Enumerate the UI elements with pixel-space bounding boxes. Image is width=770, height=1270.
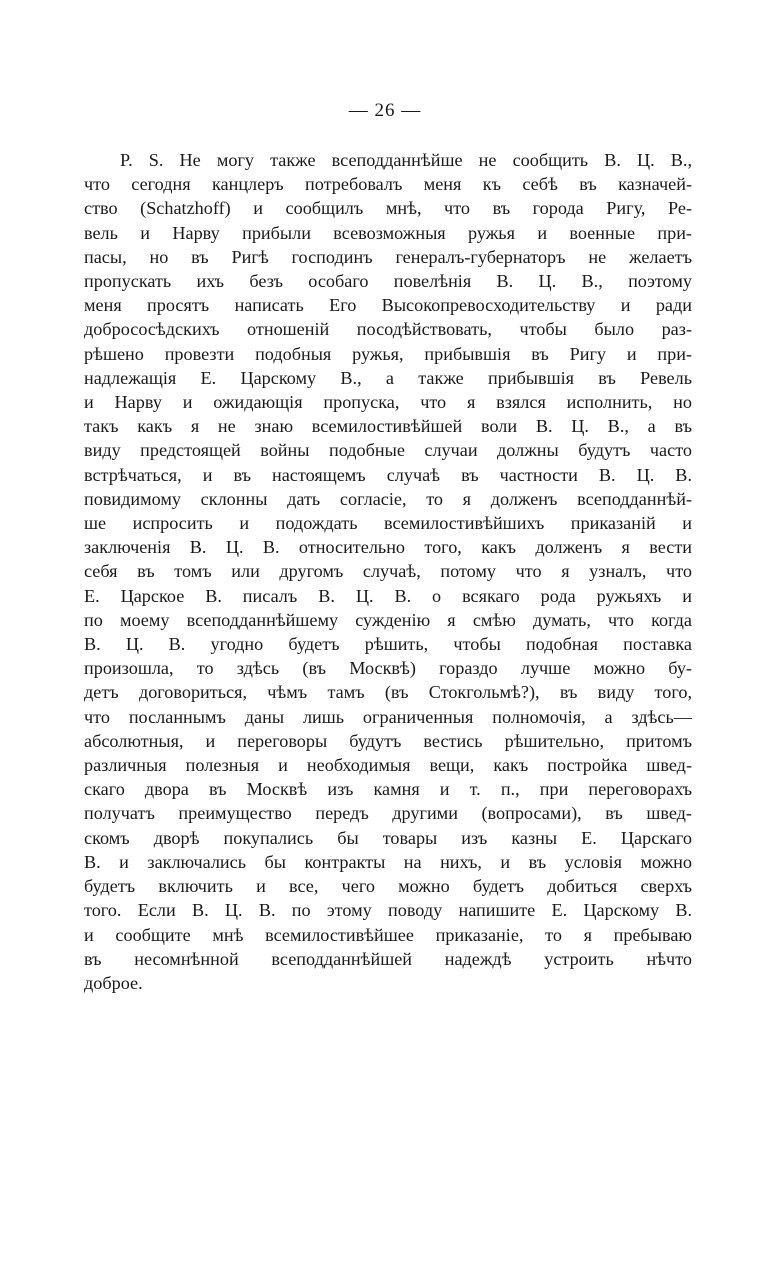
text-line: и сообщите мнѣ всемилостивѣйшее приказаніе, то я пребываю xyxy=(84,924,692,945)
text-line: что посланнымъ даны лишь ограниченныя полномочія, а здѣсь— xyxy=(84,706,692,727)
text-line: надлежащія Е. Царскому В., а также прибывшія въ Ревель xyxy=(84,367,692,388)
text-line: В. Ц. В. угодно будетъ рѣшить, чтобы подобная поставка xyxy=(84,634,692,655)
letter-paragraph xyxy=(84,148,692,995)
text-line: абсолютныя, и переговоры будутъ вестись рѣшительно, притомъ xyxy=(84,730,692,751)
text-line: В. и заключались бы контракты на нихъ, и въ условія можно xyxy=(84,851,692,872)
text-line: виду предстоящей войны подобные случаи должны будутъ часто xyxy=(84,440,692,461)
text-line: добрососѣдскихъ отношеній посодѣйствовать, чтобы было раз- xyxy=(84,319,692,340)
text-line: заключенія В. Ц. В. относительно того, какъ долженъ я вести xyxy=(84,537,692,558)
text-line: что сегодня канцлеръ потребовалъ меня къ себѣ въ казначей- xyxy=(84,174,692,195)
text-line: по моему всеподданнѣйшему сужденію я смѣю думать, что когда xyxy=(84,609,692,630)
text-line: меня просятъ написать Его Высокопревосходительству и ради xyxy=(84,295,692,316)
text-line: скаго двора въ Москвѣ изъ камня и т. п., при переговорахъ xyxy=(84,779,692,800)
text-line: рѣшено провезти подобныя ружья, прибывшія въ Ригу и при- xyxy=(84,343,692,364)
text-line: будетъ включить и все, чего можно будетъ добиться сверхъ xyxy=(84,876,692,897)
text-line: такъ какъ я не знаю всемилостивѣйшей воли В. Ц. В., а въ xyxy=(84,416,692,437)
page-number: — 26 — xyxy=(348,100,422,121)
text-line: въ несомнѣнной всеподданнѣйшей надеждѣ устроить нѣчто xyxy=(84,948,692,969)
text-line: P. S. Не могу также всеподданнѣйше не сообщить В. Ц. В., xyxy=(120,150,692,170)
text-line: скомъ дворѣ покупались бы товары изъ казны Е. Царскаго xyxy=(84,827,692,848)
text-line: различныя полезныя и необходимыя вещи, какъ постройка швед- xyxy=(84,755,692,776)
text-line: себя въ томъ или другомъ случаѣ, потому что я узналъ, что xyxy=(84,561,692,582)
text-line: доброе. xyxy=(84,972,143,993)
text-line: встрѣчаться, и въ настоящемъ случаѣ въ частности В. Ц. В. xyxy=(84,464,692,485)
text-line: повидимому склонны дать согласіе, то я долженъ всеподданнѣй- xyxy=(84,488,692,509)
text-line: ше испросить и подождать всемилостивѣйшихъ приказаній и xyxy=(84,513,692,534)
text-line: того. Если В. Ц. В. по этому поводу напишите Е. Царскому В. xyxy=(84,900,692,921)
text-line: получатъ преимущество передъ другими (вопросами), въ швед- xyxy=(84,803,692,824)
text-line: ство (Schatzhoff) и сообщилъ мнѣ, что въ города Ригу, Ре- xyxy=(84,198,692,219)
text-line: пасы, но въ Ригѣ господинъ генералъ-губернаторъ не желаетъ xyxy=(84,246,692,267)
text-line: пропускать ихъ безъ особаго повелѣнія В. Ц. В., поэтому xyxy=(84,271,692,292)
text-line: произошла, то здѣсь (въ Москвѣ) гораздо лучше можно бу- xyxy=(84,658,692,679)
text-line: вель и Нарву прибыли всевозможныя ружья и военные при- xyxy=(84,222,692,243)
text-line: детъ договориться, чѣмъ тамъ (въ Стокгольмѣ?), въ виду того, xyxy=(84,682,692,703)
text-line: Е. Царское В. писалъ В. Ц. В. о всякаго рода ружьяхъ и xyxy=(84,585,692,606)
text-line: и Нарву и ожидающія пропуска, что я взялся исполнить, но xyxy=(84,392,692,413)
